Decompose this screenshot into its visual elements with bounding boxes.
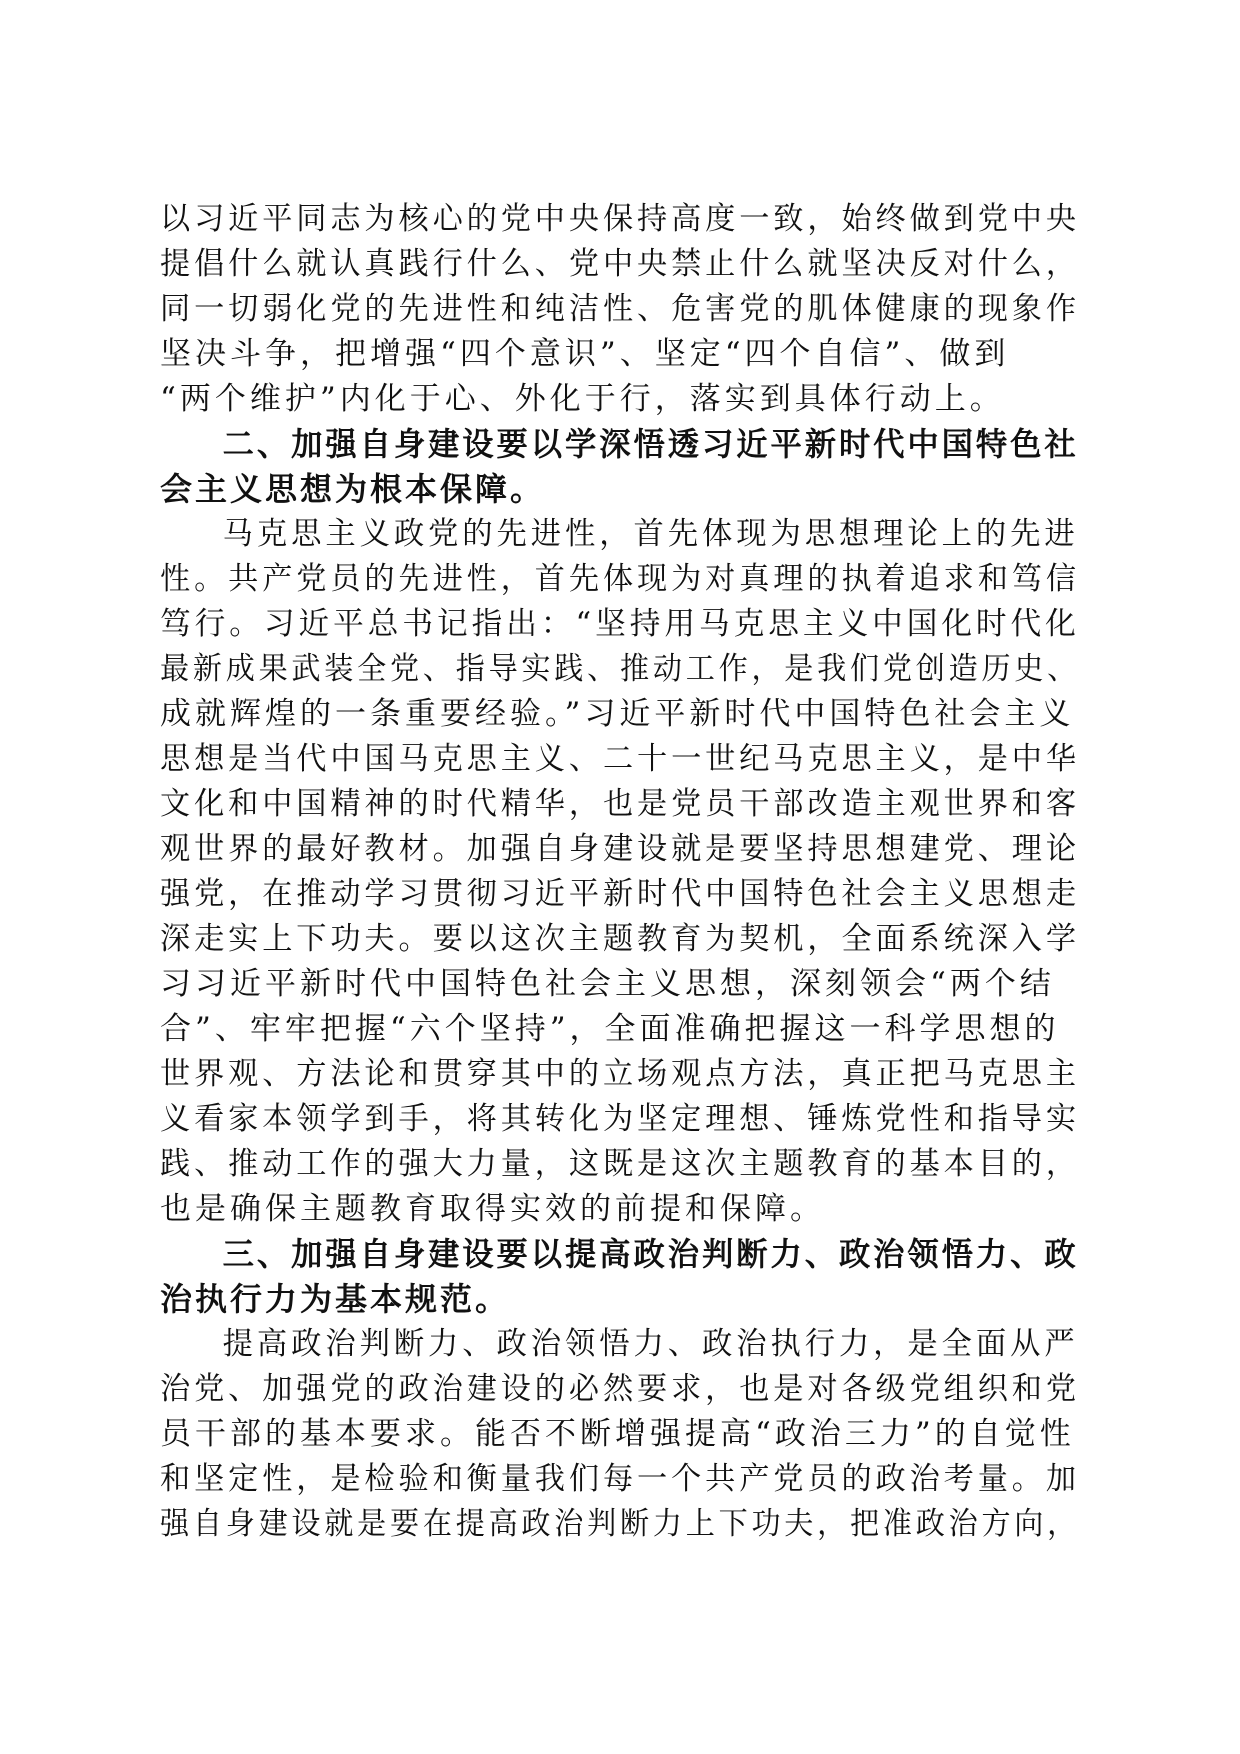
body-text-line: “两个维护”内化于心、外化于行，落实到具体行动上。	[160, 381, 1005, 417]
body-text-line: 深走实上下功夫。要以这次主题教育为契机，全面系统深入学	[160, 921, 1080, 957]
section-heading-line: 治执行力为基本规范。	[160, 1280, 511, 1318]
body-text-line: 观世界的最好教材。加强自身建设就是要坚持思想建党、理论	[160, 831, 1080, 867]
body-text-line: 同一切弱化党的先进性和纯洁性、危害党的肌体健康的现象作	[160, 291, 1080, 327]
document-body	[160, 197, 1080, 1547]
section-heading-line: 二、加强自身建设要以学深悟透习近平新时代中国特色社	[222, 425, 1079, 463]
body-text-line: 践、推动工作的强大力量，这既是这次主题教育的基本目的，	[160, 1146, 1080, 1182]
body-text-line: 文化和中国精神的时代精华，也是党员干部改造主观世界和客	[160, 786, 1080, 822]
body-text-line: 最新成果武装全党、指导实践、推动工作，是我们党创造历史、	[160, 651, 1081, 687]
body-text-line: 习习近平新时代中国特色社会主义思想，深刻领会“两个结	[160, 966, 1055, 1002]
body-text-line: 员干部的基本要求。能否不断增强提高“政治三力”的自觉性	[160, 1416, 1075, 1452]
section-heading-line: 三、加强自身建设要以提高政治判断力、政治领悟力、政	[222, 1235, 1079, 1273]
body-text-line: 思想是当代中国马克思主义、二十一世纪马克思主义，是中华	[160, 741, 1080, 777]
body-text-line: 坚决斗争，把增强“四个意识”、坚定“四个自信”、做到	[160, 336, 1010, 372]
body-text-line: 提倡什么就认真践行什么、党中央禁止什么就坚决反对什么，	[160, 246, 1080, 282]
body-text-line: 强党，在推动学习贯彻习近平新时代中国特色社会主义思想走	[160, 876, 1080, 912]
body-text-line: 义看家本领学到手，将其转化为坚定理想、锤炼党性和指导实	[160, 1101, 1080, 1137]
body-text-line: 也是确保主题教育取得实效的前提和保障。	[160, 1191, 825, 1227]
body-text-line: 强自身建设就是要在提高政治判断力上下功夫，把准政治方向，	[160, 1506, 1081, 1542]
body-text-line: 治党、加强党的政治建设的必然要求，也是对各级党组织和党	[160, 1371, 1080, 1407]
body-text-line: 性。共产党员的先进性，首先体现为对真理的执着追求和笃信	[160, 561, 1080, 597]
body-text-line: 合”、牢牢把握“六个坚持”，全面准确把握这一科学思想的	[160, 1011, 1060, 1047]
body-text-line: 成就辉煌的一条重要经验。”习近平新时代中国特色社会主义	[160, 696, 1075, 732]
body-text-line: 马克思主义政党的先进性，首先体现为思想理论上的先进	[222, 516, 1079, 552]
body-text-line: 世界观、方法论和贯穿其中的立场观点方法，真正把马克思主	[160, 1056, 1080, 1092]
body-text-line: 提高政治判断力、政治领悟力、政治执行力，是全面从严	[222, 1326, 1079, 1362]
body-text-line: 和坚定性，是检验和衡量我们每一个共产党员的政治考量。加	[160, 1461, 1080, 1497]
section-heading-line: 会主义思想为根本保障。	[160, 470, 546, 508]
body-text-line: 以习近平同志为核心的党中央保持高度一致，始终做到党中央	[160, 201, 1080, 237]
body-text-line: 笃行。习近平总书记指出：“坚持用马克思主义中国化时代化	[160, 606, 1080, 642]
